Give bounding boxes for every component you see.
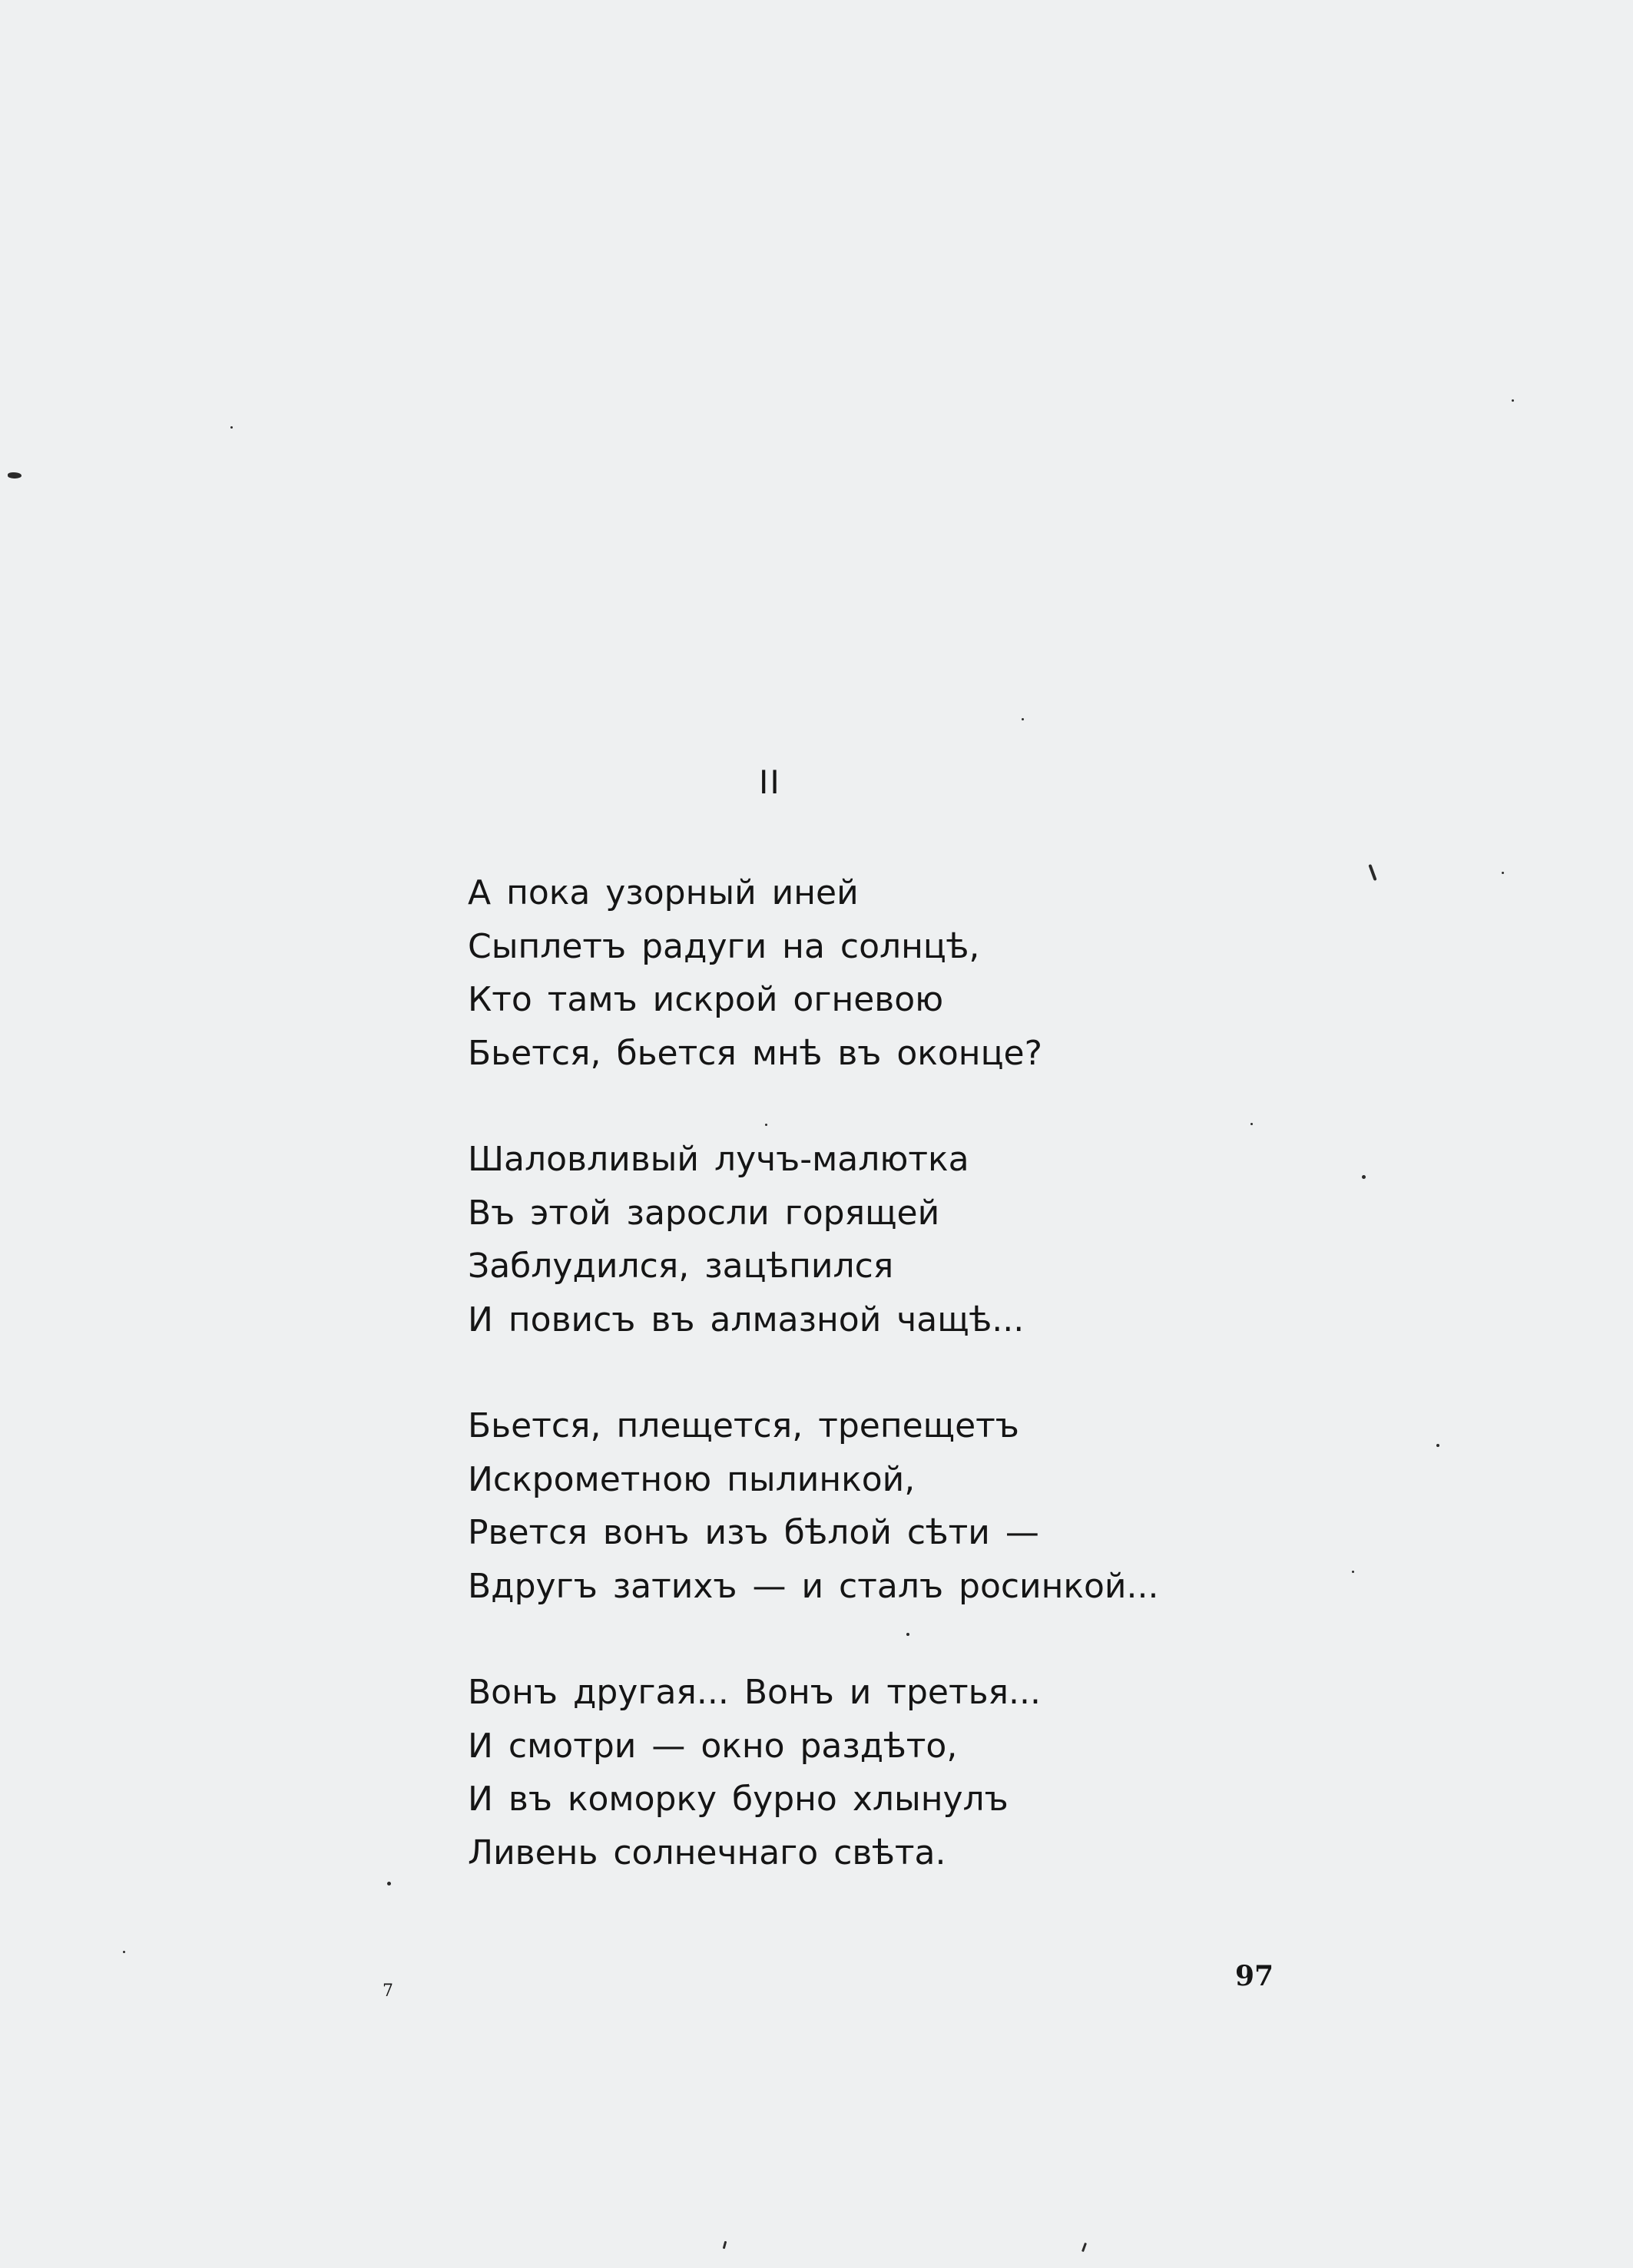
poem-line: Шаловливый лучъ-малютка: [468, 1140, 969, 1179]
paper-speck: [906, 1633, 909, 1636]
page-number: 97: [1235, 1960, 1274, 1992]
poem-line: Въ этой заросли горящей: [468, 1193, 940, 1233]
stanza: [468, 1133, 1390, 1346]
poem-line: Заблудился, зацѣпился: [468, 1247, 894, 1286]
poem-line: Кто тамъ искрой огневою: [468, 980, 944, 1019]
paper-speck: [1436, 1444, 1439, 1447]
poem-line: Бьется, бьется мнѣ въ оконце?: [468, 1033, 1042, 1073]
paper-speck: [1512, 399, 1514, 402]
poem-line: Бьется, плещется, трепещетъ: [468, 1406, 1019, 1445]
paper-speck: [1022, 718, 1024, 720]
paper-speck: [1081, 2243, 1087, 2252]
poem-line: А пока узорный иней: [468, 873, 859, 912]
poem-line: Сыплетъ радуги на солнцѣ,: [468, 926, 980, 966]
paper-speck: [1362, 1175, 1366, 1179]
paper-speck: [1502, 872, 1504, 874]
paper-speck: [230, 426, 233, 429]
stanza: [468, 866, 1390, 1080]
poem-line: Ливень солнечнаго свѣта.: [468, 1833, 946, 1872]
poem-line: Вонъ другая... Вонъ и третья...: [468, 1673, 1041, 1712]
paper-speck: [723, 2241, 727, 2249]
section-number: II: [759, 763, 781, 801]
stanza: [468, 1666, 1390, 1879]
stanza: [468, 1399, 1390, 1613]
paper-speck: [123, 1951, 125, 1953]
poem-line: Вдругъ затихъ — и сталъ росинкой...: [468, 1566, 1159, 1606]
paper-speck: [765, 1124, 767, 1126]
poem-line: И въ коморку бурно хлынулъ: [468, 1780, 1009, 1819]
poem: [468, 866, 1390, 1932]
paper-speck: [1250, 1123, 1253, 1125]
poem-line: Искрометною пылинкой,: [468, 1459, 916, 1499]
poem-line: И смотри — окно раздѣто,: [468, 1726, 958, 1766]
poem-line: И повисъ въ алмазной чащѣ...: [468, 1300, 1025, 1339]
paper-speck: [8, 472, 22, 478]
printer-signature-mark: 7: [383, 1982, 393, 2001]
paper-speck: [387, 1882, 391, 1886]
paper-speck: [1352, 1571, 1354, 1573]
poem-line: Рвется вонъ изъ бѣлой сѣти —: [468, 1513, 1039, 1552]
